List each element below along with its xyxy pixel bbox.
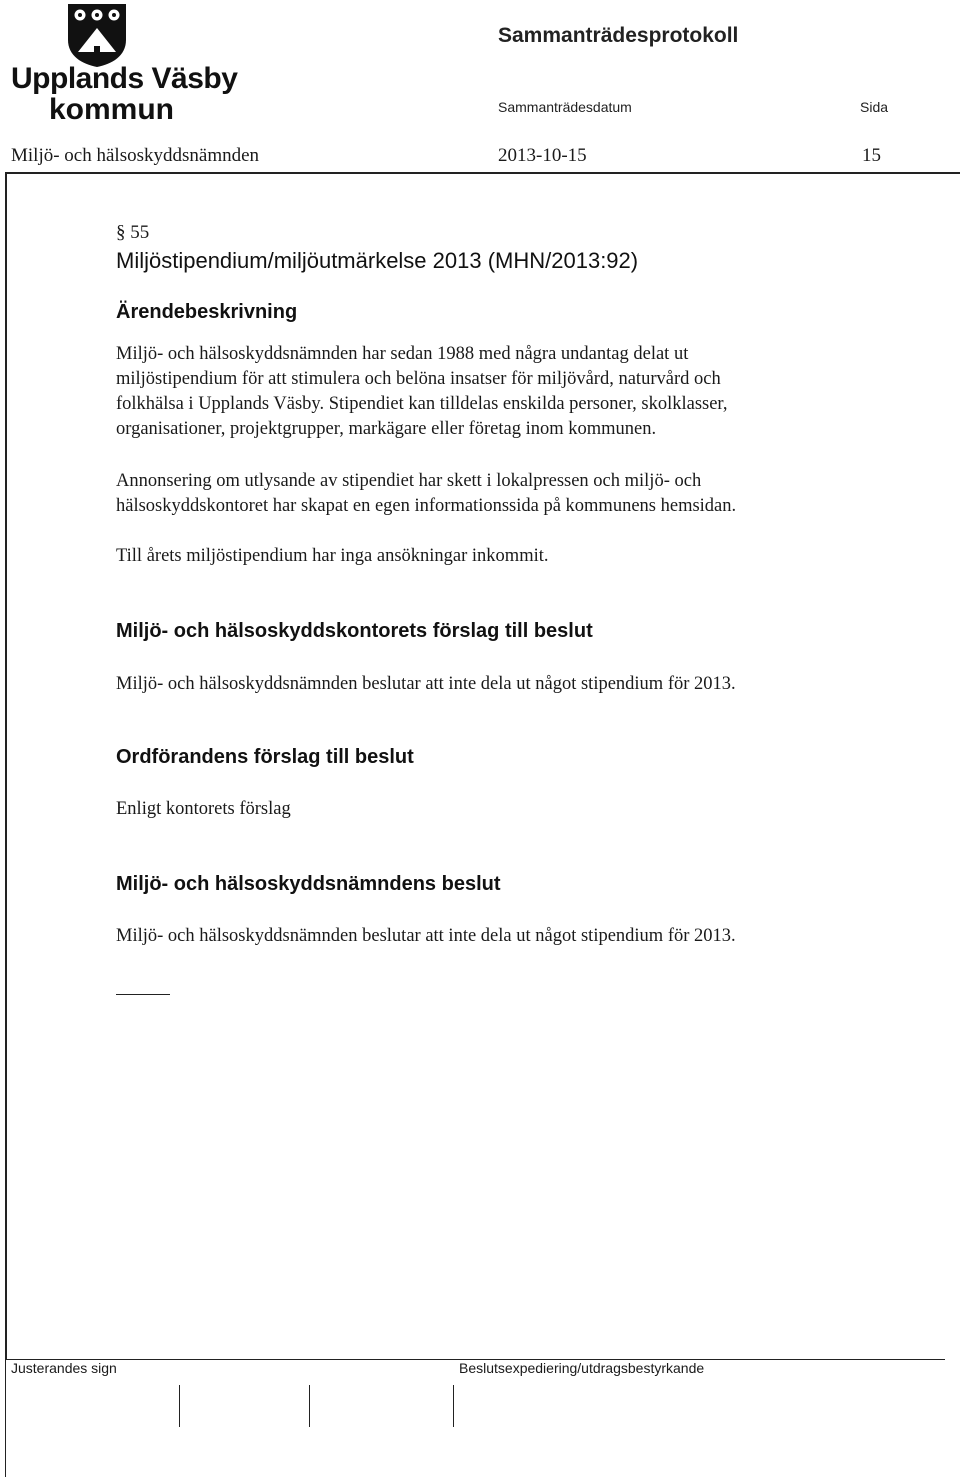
applications-paragraph: Till årets miljöstipendium har inga ansökningar inkommit. — [116, 546, 549, 566]
document-title: Sammanträdesprotokoll — [498, 24, 739, 47]
frame-left-rule — [5, 172, 7, 1360]
logo-line-1: Upplands Väsby — [11, 62, 238, 95]
decision-text: Miljö- och hälsoskyddsnämnden beslutar att inte dela ut något stipendium för 2013. — [116, 926, 736, 946]
meeting-date: 2013-10-15 — [498, 145, 587, 166]
logo-line-2: kommun — [49, 93, 175, 126]
chair-proposal-heading: Ordförandens förslag till beslut — [116, 746, 414, 768]
signature-box-divider — [453, 1385, 454, 1427]
meeting-date-label: Sammanträdesdatum — [498, 99, 632, 115]
municipality-logo-icon — [66, 2, 128, 68]
signature-box-divider — [309, 1385, 310, 1427]
text-line: organisationer, projektgrupper, markägare eller företag inom kommunen. — [116, 419, 657, 439]
text-line: Miljö- och hälsoskyddsnämnden har sedan 1988 med några undantag delat ut — [116, 344, 689, 364]
frame-top-rule — [5, 172, 960, 174]
closing-rule — [116, 994, 170, 995]
signature-label: Justerandes sign — [11, 1360, 117, 1376]
text-line: hälsoskyddskontoret har skapat en egen informationssida på kommunens hemsidan. — [116, 496, 737, 516]
description-paragraph — [116, 342, 896, 442]
page-number: 15 — [862, 145, 881, 166]
committee-name: Miljö- och hälsoskyddsnämnden — [11, 145, 260, 166]
text-line: miljöstipendium för att stimulera och belöna insatser för miljövård, naturvård och — [116, 369, 721, 389]
office-proposal-heading: Miljö- och hälsoskyddskontorets förslag till beslut — [116, 620, 593, 642]
description-heading: Ärendebeskrivning — [116, 301, 298, 323]
page-label: Sida — [860, 99, 889, 115]
signature-box-divider — [179, 1385, 180, 1427]
chair-proposal-text: Enligt kontorets förslag — [116, 799, 291, 819]
section-title: Miljöstipendium/miljöutmärkelse 2013 (MHN/2013:92) — [116, 248, 639, 273]
dispatch-label: Beslutsexpediering/utdragsbestyrkande — [459, 1360, 705, 1376]
section-number: § 55 — [116, 222, 150, 243]
office-proposal-text: Miljö- och hälsoskyddsnämnden beslutar att inte dela ut något stipendium för 2013. — [116, 674, 736, 694]
logo-wordmark — [11, 64, 237, 125]
announcement-paragraph — [116, 469, 896, 519]
decision-heading: Miljö- och hälsoskyddsnämndens beslut — [116, 873, 501, 895]
footer-left-rule — [5, 1359, 6, 1477]
text-line: folkhälsa i Upplands Väsby. Stipendiet kan tilldelas enskilda personer, skolklasser, — [116, 394, 728, 414]
text-line: Annonsering om utlysande av stipendiet har skett i lokalpressen och miljö- och — [116, 471, 702, 491]
